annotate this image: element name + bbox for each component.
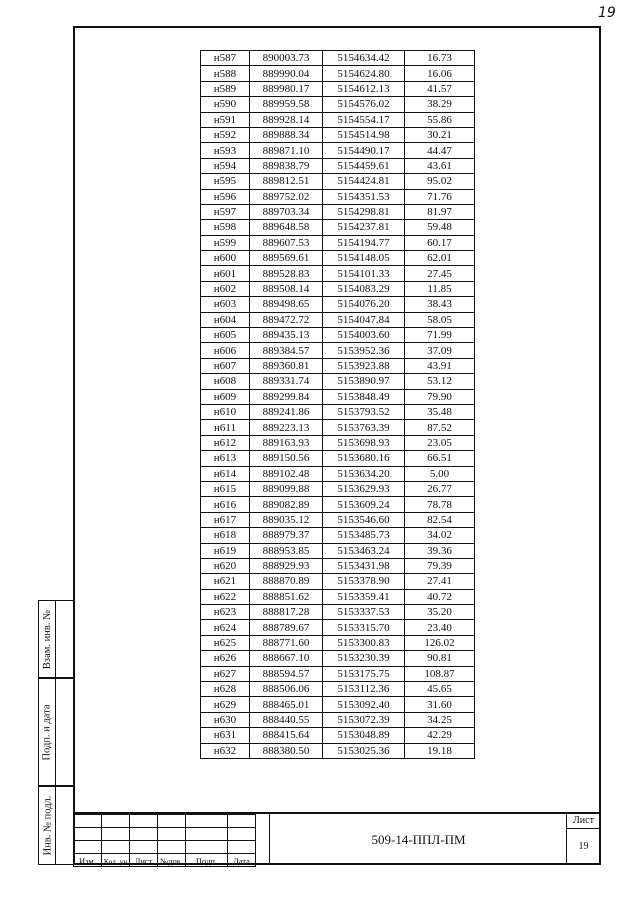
stamp-col-date: Дата (228, 854, 256, 867)
coord-y: 5153315.70 (323, 620, 405, 635)
coord-x: 889498.65 (250, 297, 323, 312)
table-row (201, 712, 475, 727)
segment-length: 19.18 (405, 743, 475, 758)
table-row (201, 358, 475, 373)
coord-y: 5153025.36 (323, 743, 405, 758)
coord-y: 5153763.39 (323, 420, 405, 435)
segment-length: 81.97 (405, 204, 475, 219)
point-id: н620 (201, 558, 250, 573)
coord-x: 888979.37 (250, 528, 323, 543)
coord-x: 889035.12 (250, 512, 323, 527)
point-id: н587 (201, 51, 250, 66)
segment-length: 35.20 (405, 605, 475, 620)
coord-x: 888929.93 (250, 558, 323, 573)
point-id: н615 (201, 481, 250, 496)
coord-x: 888953.85 (250, 543, 323, 558)
point-id: н621 (201, 574, 250, 589)
segment-length: 78.78 (405, 497, 475, 512)
point-id: н604 (201, 312, 250, 327)
coord-x: 889360.81 (250, 358, 323, 373)
table-row (201, 51, 475, 66)
point-id: н594 (201, 158, 250, 173)
coord-y: 5154351.53 (323, 189, 405, 204)
table-row (201, 558, 475, 573)
table-row (201, 297, 475, 312)
coord-y: 5154554.17 (323, 112, 405, 127)
point-id: н591 (201, 112, 250, 127)
table-row (201, 651, 475, 666)
segment-length: 79.90 (405, 389, 475, 404)
side-label-signature: Подп. и дата (42, 703, 54, 761)
coord-x: 889508.14 (250, 281, 323, 296)
coord-x: 888465.01 (250, 697, 323, 712)
coord-x: 888771.60 (250, 635, 323, 650)
table-row (201, 605, 475, 620)
coord-x: 888851.62 (250, 589, 323, 604)
table-row (201, 512, 475, 527)
coord-x: 889980.17 (250, 81, 323, 96)
coord-x: 889299.84 (250, 389, 323, 404)
segment-length: 41.57 (405, 81, 475, 96)
segment-length: 42.29 (405, 728, 475, 743)
segment-length: 71.99 (405, 328, 475, 343)
sheet-label: Лист (567, 814, 600, 829)
table-row (201, 389, 475, 404)
table-row (201, 574, 475, 589)
coord-y: 5154237.81 (323, 220, 405, 235)
coord-x: 890003.73 (250, 51, 323, 66)
table-row (201, 528, 475, 543)
point-id: н616 (201, 497, 250, 512)
coord-y: 5153629.93 (323, 481, 405, 496)
coord-y: 5153337.53 (323, 605, 405, 620)
point-id: н590 (201, 97, 250, 112)
coord-x: 889528.83 (250, 266, 323, 281)
coord-y: 5153230.39 (323, 651, 405, 666)
coord-x: 889384.57 (250, 343, 323, 358)
table-row (201, 204, 475, 219)
point-id: н632 (201, 743, 250, 758)
stamp-col-signature: Подп. (186, 854, 228, 867)
table-row (201, 281, 475, 296)
coord-x: 889241.86 (250, 404, 323, 419)
point-id: н597 (201, 204, 250, 219)
coord-x: 889150.56 (250, 451, 323, 466)
point-id: н606 (201, 343, 250, 358)
point-id: н613 (201, 451, 250, 466)
coord-y: 5153092.40 (323, 697, 405, 712)
coord-y: 5153072.39 (323, 712, 405, 727)
coord-x: 889812.51 (250, 174, 323, 189)
coord-x: 888440.55 (250, 712, 323, 727)
coord-y: 5153112.36 (323, 682, 405, 697)
point-id: н626 (201, 651, 250, 666)
point-id: н603 (201, 297, 250, 312)
point-id: н617 (201, 512, 250, 527)
sheet-number: 19 (578, 841, 589, 852)
handwritten-page-number: 19 (598, 5, 616, 21)
point-id: н595 (201, 174, 250, 189)
segment-length: 53.12 (405, 374, 475, 389)
table-row (201, 466, 475, 481)
table-row (201, 743, 475, 758)
stamp-col-sheet: Лист (130, 854, 158, 867)
coord-y: 5153048.89 (323, 728, 405, 743)
point-id: н592 (201, 127, 250, 142)
coordinates-table (200, 50, 475, 759)
point-id: н608 (201, 374, 250, 389)
side-stamp-substitute (38, 600, 73, 678)
segment-length: 90.81 (405, 651, 475, 666)
stamp-col-docnum: №док. (158, 854, 186, 867)
point-id: н607 (201, 358, 250, 373)
table-row (201, 404, 475, 419)
coord-y: 5153485.73 (323, 528, 405, 543)
point-id: н619 (201, 543, 250, 558)
table-row (201, 112, 475, 127)
table-row (201, 682, 475, 697)
point-id: н624 (201, 620, 250, 635)
coord-x: 889928.14 (250, 112, 323, 127)
segment-length: 55.86 (405, 112, 475, 127)
table-row (201, 174, 475, 189)
point-id: н593 (201, 143, 250, 158)
coord-y: 5153546.60 (323, 512, 405, 527)
segment-length: 35.48 (405, 404, 475, 419)
segment-length: 11.85 (405, 281, 475, 296)
coord-x: 889648.58 (250, 220, 323, 235)
segment-length: 37.09 (405, 343, 475, 358)
point-id: н598 (201, 220, 250, 235)
coord-x: 889569.61 (250, 251, 323, 266)
point-id: н612 (201, 435, 250, 450)
point-id: н596 (201, 189, 250, 204)
table-row (201, 728, 475, 743)
table-row (201, 235, 475, 250)
coord-x: 889472.72 (250, 312, 323, 327)
segment-length: 126.02 (405, 635, 475, 650)
point-id: н588 (201, 66, 250, 81)
coord-y: 5154194.77 (323, 235, 405, 250)
table-row (201, 481, 475, 496)
segment-length: 38.29 (405, 97, 475, 112)
segment-length: 45.65 (405, 682, 475, 697)
coord-y: 5154148.05 (323, 251, 405, 266)
segment-length: 60.17 (405, 235, 475, 250)
coord-y: 5154076.20 (323, 297, 405, 312)
stamp-col-count: Кол. уч (102, 854, 130, 867)
coord-y: 5154083.29 (323, 281, 405, 296)
segment-length: 27.41 (405, 574, 475, 589)
coord-x: 889607.53 (250, 235, 323, 250)
side-label-inventory: Инв. № подл. (42, 795, 54, 856)
coord-x: 888506.06 (250, 682, 323, 697)
table-row (201, 266, 475, 281)
title-block (73, 812, 601, 865)
table-row (201, 328, 475, 343)
coord-y: 5153634.20 (323, 466, 405, 481)
coord-y: 5154624.80 (323, 66, 405, 81)
segment-length: 82.54 (405, 512, 475, 527)
point-id: н605 (201, 328, 250, 343)
segment-length: 79.39 (405, 558, 475, 573)
segment-length: 5.00 (405, 466, 475, 481)
segment-length: 43.61 (405, 158, 475, 173)
point-id: н625 (201, 635, 250, 650)
segment-length: 34.25 (405, 712, 475, 727)
point-id: н600 (201, 251, 250, 266)
coord-x: 889871.10 (250, 143, 323, 158)
table-row (201, 66, 475, 81)
segment-length: 87.52 (405, 420, 475, 435)
segment-length: 26.77 (405, 481, 475, 496)
coord-y: 5153952.36 (323, 343, 405, 358)
point-id: н602 (201, 281, 250, 296)
point-id: н589 (201, 81, 250, 96)
coord-x: 889099.88 (250, 481, 323, 496)
coord-x: 889703.34 (250, 204, 323, 219)
table-row (201, 635, 475, 650)
point-id: н627 (201, 666, 250, 681)
table-row (201, 543, 475, 558)
document-code: 509-14-ППЛ-ПМ (269, 814, 567, 865)
segment-length: 71.76 (405, 189, 475, 204)
coord-x: 889102.48 (250, 466, 323, 481)
segment-length: 23.40 (405, 620, 475, 635)
table-row (201, 451, 475, 466)
coord-y: 5153609.24 (323, 497, 405, 512)
coord-x: 889752.02 (250, 189, 323, 204)
sheet-box (566, 814, 600, 865)
coord-y: 5154101.33 (323, 266, 405, 281)
segment-length: 27.45 (405, 266, 475, 281)
coord-x: 888594.57 (250, 666, 323, 681)
table-row (201, 589, 475, 604)
point-id: н629 (201, 697, 250, 712)
segment-length: 59.48 (405, 220, 475, 235)
table-row (201, 143, 475, 158)
coord-y: 5154459.61 (323, 158, 405, 173)
segment-length: 31.60 (405, 697, 475, 712)
coord-y: 5153923.88 (323, 358, 405, 373)
point-id: н618 (201, 528, 250, 543)
segment-length: 58.05 (405, 312, 475, 327)
coord-x: 888380.50 (250, 743, 323, 758)
coord-y: 5153793.52 (323, 404, 405, 419)
coord-y: 5153848.49 (323, 389, 405, 404)
point-id: н623 (201, 605, 250, 620)
coord-y: 5154612.13 (323, 81, 405, 96)
coord-y: 5153890.97 (323, 374, 405, 389)
coord-y: 5154514.98 (323, 127, 405, 142)
table-row (201, 374, 475, 389)
coord-x: 889435.13 (250, 328, 323, 343)
segment-length: 66.51 (405, 451, 475, 466)
side-stamp-signature (38, 678, 73, 786)
table-row (201, 620, 475, 635)
coord-y: 5154298.81 (323, 204, 405, 219)
coord-y: 5153175.75 (323, 666, 405, 681)
coord-y: 5153698.93 (323, 435, 405, 450)
segment-length: 39.36 (405, 543, 475, 558)
segment-length: 95.02 (405, 174, 475, 189)
table-row (201, 251, 475, 266)
table-row (201, 420, 475, 435)
segment-length: 43.91 (405, 358, 475, 373)
coord-x: 888789.67 (250, 620, 323, 635)
coord-y: 5154634.42 (323, 51, 405, 66)
point-id: н628 (201, 682, 250, 697)
point-id: н630 (201, 712, 250, 727)
table-row (201, 81, 475, 96)
coord-y: 5154047.84 (323, 312, 405, 327)
coord-x: 889163.93 (250, 435, 323, 450)
coord-y: 5153378.90 (323, 574, 405, 589)
table-row (201, 435, 475, 450)
point-id: н601 (201, 266, 250, 281)
coord-x: 888667.10 (250, 651, 323, 666)
coord-x: 889331.74 (250, 374, 323, 389)
segment-length: 34.02 (405, 528, 475, 543)
table-row (201, 666, 475, 681)
table-row (201, 220, 475, 235)
coord-x: 888817.28 (250, 605, 323, 620)
coord-x: 889959.58 (250, 97, 323, 112)
table-row (201, 158, 475, 173)
coord-x: 889990.04 (250, 66, 323, 81)
segment-length: 16.06 (405, 66, 475, 81)
coord-y: 5153359.41 (323, 589, 405, 604)
table-row (201, 497, 475, 512)
segment-length: 108.87 (405, 666, 475, 681)
coord-x: 889838.79 (250, 158, 323, 173)
segment-length: 23.05 (405, 435, 475, 450)
segment-length: 16.73 (405, 51, 475, 66)
table-row (201, 697, 475, 712)
coord-y: 5154003.60 (323, 328, 405, 343)
coord-x: 889223.13 (250, 420, 323, 435)
stamp-col-change: Изм. (74, 854, 102, 867)
coord-y: 5153431.98 (323, 558, 405, 573)
point-id: н610 (201, 404, 250, 419)
table-row (201, 312, 475, 327)
coord-x: 888415.64 (250, 728, 323, 743)
table-row (201, 343, 475, 358)
table-row (201, 189, 475, 204)
segment-length: 40.72 (405, 589, 475, 604)
point-id: н631 (201, 728, 250, 743)
coord-y: 5154576.02 (323, 97, 405, 112)
point-id: н614 (201, 466, 250, 481)
side-label-substitute: Взам. инв. № (42, 609, 54, 669)
coord-y: 5154490.17 (323, 143, 405, 158)
segment-length: 44.47 (405, 143, 475, 158)
segment-length: 30.21 (405, 127, 475, 142)
segment-length: 62.01 (405, 251, 475, 266)
coord-x: 888870.89 (250, 574, 323, 589)
point-id: н611 (201, 420, 250, 435)
coord-x: 889888.34 (250, 127, 323, 142)
table-row (201, 127, 475, 142)
coord-y: 5153300.83 (323, 635, 405, 650)
coord-x: 889082.89 (250, 497, 323, 512)
coord-y: 5153463.24 (323, 543, 405, 558)
point-id: н599 (201, 235, 250, 250)
point-id: н609 (201, 389, 250, 404)
table-row (201, 97, 475, 112)
side-stamp-inventory (38, 786, 73, 865)
coord-y: 5153680.16 (323, 451, 405, 466)
coord-y: 5154424.81 (323, 174, 405, 189)
title-block-grid (73, 814, 256, 867)
point-id: н622 (201, 589, 250, 604)
segment-length: 38.43 (405, 297, 475, 312)
